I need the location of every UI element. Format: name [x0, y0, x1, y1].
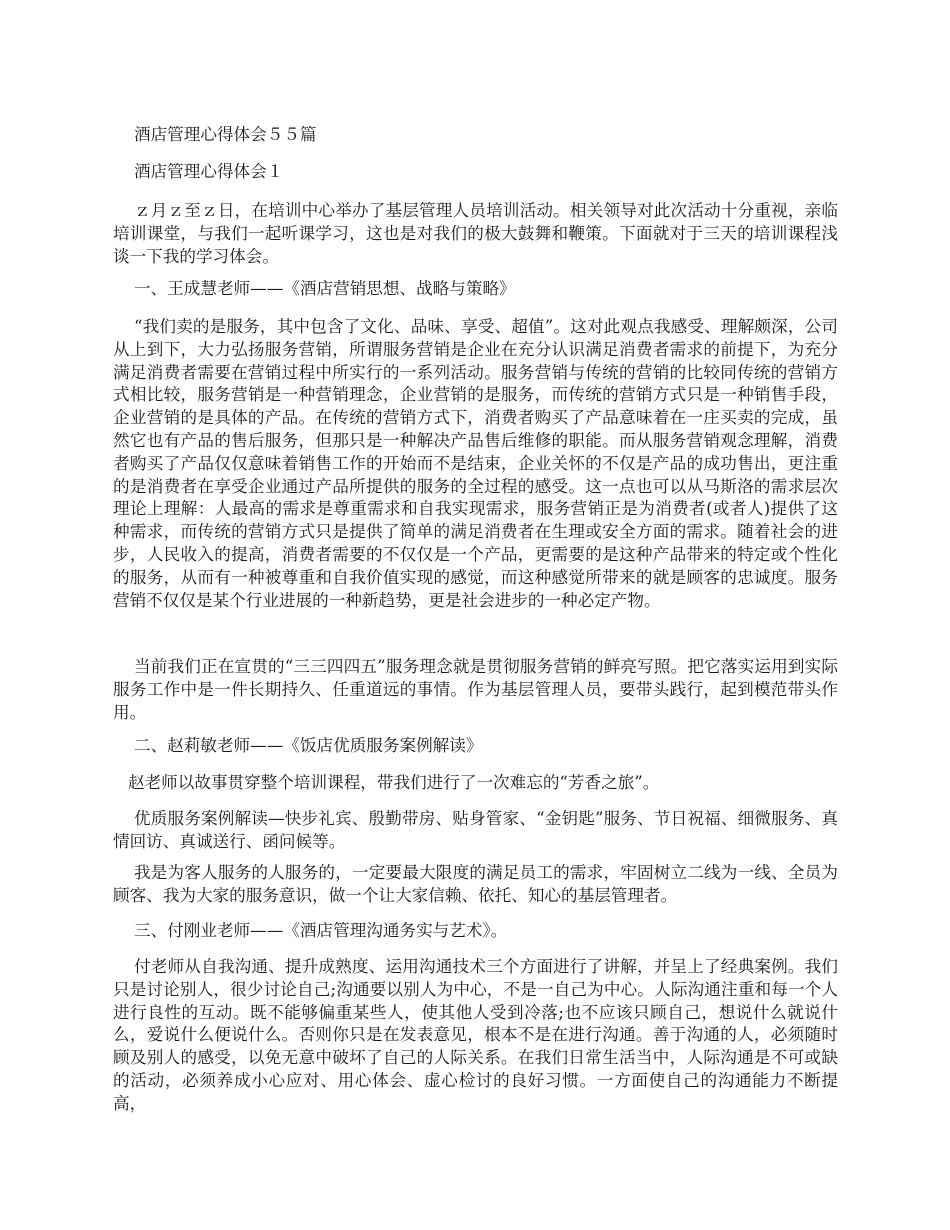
paragraph-serve-staff: 我是为客人服务的人服务的，一定要最大限度的满足员工的需求，牢固树立二线为一线、全员为顾客、我为大家的服务意识，做一个让大家信赖、依托、知心的基层管理者。	[113, 863, 838, 905]
paragraph-intro: ｚ月ｚ至ｚ日，在培训中心举办了基层管理人员培训活动。相关领导对此次活动十分重视，亲临培训课堂，与我们一起听课学习，这也是对我们的极大鼓舞和鞭策。下面就对于三天的培训课程浅谈一下我的学习体会。	[113, 201, 838, 266]
paragraph-story-journey: 赵老师以故事贯穿整个培训课程，带我们进行了一次难忘的“芳香之旅”。	[128, 773, 660, 792]
paragraph-case-study: 优质服务案例解读—快步礼宾、殷勤带房、贴身管家、“金钥匙”服务、节日祝福、细微服务、真情回访、真诚送行、函问候等。	[113, 809, 838, 851]
heading-part-two: 二、赵莉敏老师——《饭店优质服务案例解读》	[134, 736, 483, 755]
heading-part-one: 一、王成慧老师——《酒店营销思想、战略与策略》	[134, 279, 516, 298]
paragraph-communication: 付老师从自我沟通、提升成熟度、运用沟通技术三个方面进行了讲解，并呈上了经典案例。我们只是讨论别人，很少讨论自己;沟通要以别人为中心，不是一自己为中心。人际沟通注重和每一个人进行良性的互动。既不能够偏重某些人，使其他人受到冷落;也不应该只顾自己，想说什么就说什么，爱说什么便说什么。否则你只是在发表意见，根本不是在进行沟通。善于沟通的人，必须随时顾及别人的感受，以免无意中破坏了自己的人际关系。在我们日常生活当中，人际沟通是不可或缺的活动，必须养成小心应对、用心体会、虚心检讨的良好习惯。一方面使自己的沟通能力不断提高，	[113, 957, 838, 1113]
document-title: 酒店管理心得体会５５篇	[134, 125, 317, 144]
paragraph-service-concept: 当前我们正在宣贯的“三三四四五”服务理念就是贯彻服务营销的鲜亮写照。把它落实运用到实际服务工作中是一件长期持久、任重道远的事情。作为基层管理人员，要带头践行，起到模范带头作用。	[113, 657, 838, 722]
heading-part-three: 三、付刚业老师——《酒店管理沟通务实与艺术》。	[134, 921, 508, 940]
paragraph-service-marketing: “我们卖的是服务，其中包含了文化、品味、享受、超值”。这对此观点我感受、理解颇深，公司从上到下，大力弘扬服务营销，所谓服务营销是企业在充分认识满足消费者需求的前提下，为充分满足消费者需要在营销过程中所实行的一系列活动。服务营销与传统的营销的比较同传统的营销方式相比较，服务营销是一种营销理念，企业营销的是服务，而传统的营销方式只是一种销售手段，企业营销的是具体的产品。在传统的营销方式下，消费者购买了产品意味着在一庄买卖的完成，虽然它也有产品的售后服务，但那只是一种解决产品售后维修的职能。而从服务营销观念理解，消费者购买了产品仅仅意味着销售工作的开始而不是结束，企业关怀的不仅是产品的成功售出，更注重的是消费者在享受企业通过产品所提供的服务的全过程的感受。这一点也可以从马斯洛的需求层次理论上理解：人最高的需求是尊重需求和自我实现需求，服务营销正是为消费者(或者人)提供了这种需求，而传统的营销方式只是提供了简单的满足消费者在生理或安全方面的需求。随着社会的进步，人民收入的提高，消费者需要的不仅仅是一个产品，更需要的是这种产品带来的特定或个性化的服务，从而有一种被尊重和自我价值实现的感觉，而这种感觉所带来的就是顾客的忠诚度。服务营销不仅仅是某个行业进展的一种新趋势，更是社会进步的一种必定产物。	[113, 317, 838, 610]
section-title: 酒店管理心得体会１	[134, 162, 284, 181]
